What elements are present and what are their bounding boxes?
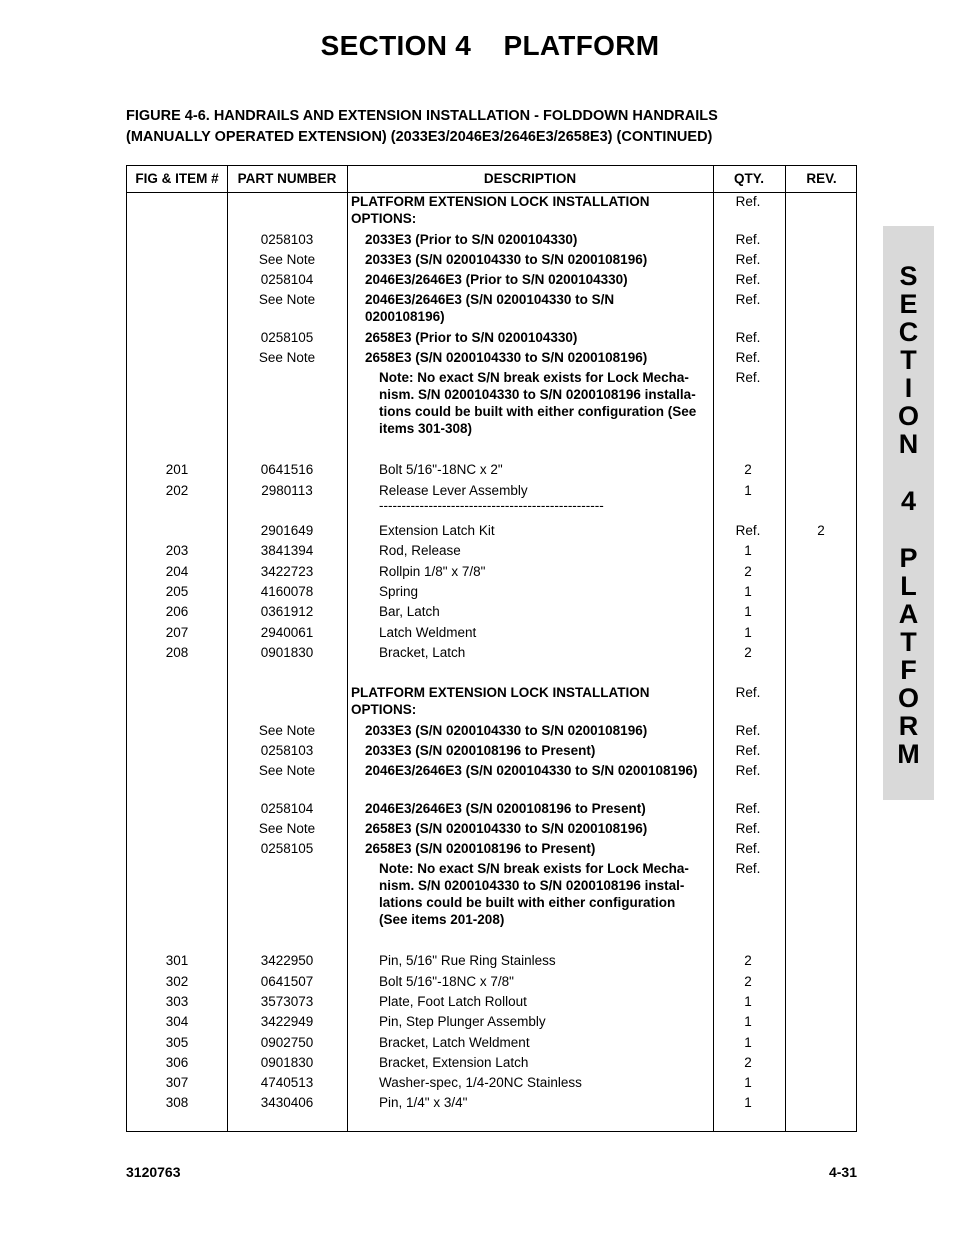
qty-cell: 2	[744, 953, 752, 968]
fig-item-cell: 307	[165, 1075, 189, 1090]
qty-cell: Ref.	[735, 194, 761, 209]
fig-item-cell: 304	[165, 1014, 189, 1029]
side-tab-letter: T	[900, 345, 917, 375]
side-tab-letter: N	[898, 429, 919, 459]
description-cell: Extension Latch Kit	[379, 523, 495, 538]
section-side-tab	[883, 226, 934, 800]
qty-cell: Ref.	[735, 801, 761, 816]
fig-item-cell: 306	[165, 1055, 189, 1070]
fig-item-cell: 207	[165, 625, 189, 640]
description-cell: Bracket, Latch Weldment	[379, 1035, 530, 1050]
page-number: 4-31	[828, 1164, 857, 1180]
qty-cell: 1	[744, 625, 752, 640]
fig-item-cell: 301	[165, 953, 189, 968]
qty-cell: 1	[744, 1075, 752, 1090]
description-cell: Washer-spec, 1/4-20NC Stainless	[379, 1075, 582, 1090]
description-cell: 2658E3 (Prior to S/N 0200104330)	[365, 330, 578, 345]
qty-cell: 2	[744, 564, 752, 579]
qty-cell: Ref.	[735, 861, 761, 876]
part-number-cell: 0258103	[260, 232, 314, 247]
qty-cell: 1	[744, 483, 752, 498]
part-number-cell: See Note	[258, 292, 316, 307]
description-cell: 2033E3 (S/N 0200104330 to S/N 0200108196)	[365, 252, 648, 267]
fig-item-cell: 208	[165, 645, 189, 660]
part-number-cell: 3430406	[260, 1095, 314, 1110]
side-tab-letter: F	[900, 655, 917, 685]
qty-cell: 1	[744, 994, 752, 1009]
fig-item-cell: 303	[165, 994, 189, 1009]
part-number-cell: See Note	[258, 350, 316, 365]
description-cell: Pin, 5/16" Rue Ring Stainless	[379, 953, 556, 968]
part-number-cell: See Note	[258, 763, 316, 778]
section-title: SECTION 4 PLATFORM	[320, 30, 660, 61]
fig-item-cell: 308	[165, 1095, 189, 1110]
column-divider	[785, 166, 786, 1131]
part-number-cell: See Note	[258, 723, 316, 738]
description-cell: 2046E3/2646E3 (S/N 0200104330 to S/N 0200108196)	[365, 763, 698, 778]
qty-cell: 2	[744, 1055, 752, 1070]
part-number-cell: 3422950	[260, 953, 314, 968]
qty-cell: Ref.	[735, 350, 761, 365]
header-part-number: PART NUMBER	[237, 171, 337, 186]
fig-item-cell: 305	[165, 1035, 189, 1050]
side-tab-letter: R	[898, 711, 919, 741]
qty-cell: Ref.	[735, 370, 761, 385]
description-cell: Rod, Release	[379, 543, 461, 558]
figure-caption-line1: FIGURE 4-6. HANDRAILS AND EXTENSION INSTALLATION - FOLDDOWN HANDRAILS	[126, 108, 718, 124]
side-tab-letter: A	[898, 599, 919, 629]
description-cell: 2046E3/2646E3 (S/N 0200108196 to Present)	[365, 801, 646, 816]
fig-item-cell: 302	[165, 974, 189, 989]
part-number-cell: 0258104	[260, 272, 314, 287]
qty-cell: Ref.	[735, 821, 761, 836]
column-divider	[347, 166, 348, 1131]
side-tab-letter: M	[897, 739, 920, 769]
side-tab-letter: O	[897, 401, 919, 431]
part-number-cell: 4160078	[260, 584, 314, 599]
part-number-cell: 0361912	[260, 604, 314, 619]
description-cell: Note: No exact S/N break exists for Lock Mecha-nism. S/N 0200104330 to S/N 0200108196 instal-lations could be built with either configuration (See items 201-208)	[379, 861, 689, 927]
description-cell: 2033E3 (S/N 0200104330 to S/N 0200108196)	[365, 723, 648, 738]
side-tab-letter: O	[897, 683, 919, 713]
fig-item-cell: 203	[165, 543, 189, 558]
description-cell: Bracket, Extension Latch	[379, 1055, 529, 1070]
description-cell: Bolt 5/16"-18NC x 7/8"	[379, 974, 514, 989]
figure-caption	[126, 106, 866, 148]
side-tab-letter: E	[899, 289, 918, 319]
description-cell: Bracket, Latch	[379, 645, 466, 660]
fig-item-cell: 205	[165, 584, 189, 599]
part-number-cell: 4740513	[260, 1075, 314, 1090]
qty-cell: Ref.	[735, 292, 761, 307]
part-number-cell: 0901830	[260, 1055, 314, 1070]
qty-cell: Ref.	[735, 763, 761, 778]
part-number-cell: 0258103	[260, 743, 314, 758]
description-cell: Rollpin 1/8" x 7/8"	[379, 564, 486, 579]
part-number-cell: 2901649	[260, 523, 314, 538]
description-cell: 2658E3 (S/N 0200104330 to S/N 0200108196)	[365, 821, 648, 836]
part-number-cell: 0901830	[260, 645, 314, 660]
part-number-cell: See Note	[258, 821, 316, 836]
header-qty: QTY.	[733, 171, 764, 186]
qty-cell: Ref.	[735, 723, 761, 738]
description-cell: Latch Weldment	[379, 625, 477, 640]
description-cell: Plate, Foot Latch Rollout	[379, 994, 527, 1009]
description-cell: Note: No exact S/N break exists for Lock Mecha-nism. S/N 0200104330 to S/N 0200108196 installa-tions could be built with either configuration (See items 301-308)	[379, 370, 697, 436]
header-fig-item: FIG & ITEM #	[135, 171, 219, 186]
part-number-cell: 0258104	[260, 801, 314, 816]
part-number-cell: 0902750	[260, 1035, 314, 1050]
description-cell: 2658E3 (S/N 0200104330 to S/N 0200108196)	[365, 350, 648, 365]
side-tab-letter: P	[899, 543, 918, 573]
fig-item-cell: 201	[165, 462, 189, 477]
side-tab-letter: I	[904, 373, 913, 403]
part-number-cell: 3573073	[260, 994, 314, 1009]
description-cell: 2033E3 (Prior to S/N 0200104330)	[365, 232, 578, 247]
part-number-cell: 2940061	[260, 625, 314, 640]
part-number-cell: 3422723	[260, 564, 314, 579]
part-number-cell: 0641507	[260, 974, 314, 989]
part-number-cell: 0258105	[260, 330, 314, 345]
description-cell: Bolt 5/16"-18NC x 2"	[379, 462, 503, 477]
qty-cell: 1	[744, 543, 752, 558]
qty-cell: 2	[744, 974, 752, 989]
fig-item-cell: 202	[165, 483, 189, 498]
qty-cell: 1	[744, 604, 752, 619]
description-cell: Pin, Step Plunger Assembly	[379, 1014, 546, 1029]
fig-item-cell: 206	[165, 604, 189, 619]
rev-cell: 2	[817, 523, 825, 538]
qty-cell: Ref.	[735, 330, 761, 345]
side-tab-letter: L	[900, 571, 917, 601]
description-cell: PLATFORM EXTENSION LOCK INSTALLATION OPTIONS:	[351, 685, 650, 717]
description-cell: Pin, 1/4" x 3/4"	[379, 1095, 468, 1110]
description-cell: 2033E3 (S/N 0200108196 to Present)	[365, 743, 596, 758]
description-cell: 2046E3/2646E3 (Prior to S/N 0200104330)	[365, 272, 628, 287]
part-number-cell: See Note	[258, 252, 316, 267]
side-tab-letter: T	[900, 627, 917, 657]
qty-cell: Ref.	[735, 685, 761, 700]
part-number-cell: 3841394	[260, 543, 314, 558]
side-tab-letter: S	[899, 261, 918, 291]
description-cell: --------------------------------------------------	[379, 498, 604, 513]
document-number: 3120763	[126, 1164, 181, 1180]
side-tab-section-number: 4	[900, 486, 917, 516]
description-cell: 2046E3/2646E3 (S/N 0200104330 to S/N 0200108196)	[365, 292, 615, 324]
header-rev: REV.	[806, 171, 837, 186]
part-number-cell: 3422949	[260, 1014, 314, 1029]
qty-cell: 1	[744, 1014, 752, 1029]
qty-cell: 1	[744, 1095, 752, 1110]
description-cell: 2658E3 (S/N 0200108196 to Present)	[365, 841, 596, 856]
part-number-cell: 0258105	[260, 841, 314, 856]
qty-cell: Ref.	[735, 252, 761, 267]
qty-cell: 2	[744, 645, 752, 660]
qty-cell: Ref.	[735, 272, 761, 287]
qty-cell: Ref.	[735, 841, 761, 856]
qty-cell: Ref.	[735, 232, 761, 247]
figure-caption-line2: (MANUALLY OPERATED EXTENSION) (2033E3/2046E3/2646E3/2658E3) (CONTINUED)	[126, 129, 713, 145]
qty-cell: 2	[744, 462, 752, 477]
description-cell: Bar, Latch	[379, 604, 440, 619]
qty-cell: Ref.	[735, 523, 761, 538]
description-cell: Spring	[379, 584, 419, 599]
fig-item-cell: 204	[165, 564, 189, 579]
description-cell: PLATFORM EXTENSION LOCK INSTALLATION OPTIONS:	[351, 194, 650, 226]
qty-cell: Ref.	[735, 743, 761, 758]
side-tab-letters	[883, 262, 934, 768]
qty-cell: 1	[744, 584, 752, 599]
qty-cell: 1	[744, 1035, 752, 1050]
description-cell: Release Lever Assembly	[379, 483, 528, 498]
part-number-cell: 2980113	[261, 483, 313, 498]
side-tab-letter: C	[898, 317, 919, 347]
parts-table	[126, 165, 857, 1132]
part-number-cell: 0641516	[260, 462, 314, 477]
header-description: DESCRIPTION	[483, 171, 577, 186]
